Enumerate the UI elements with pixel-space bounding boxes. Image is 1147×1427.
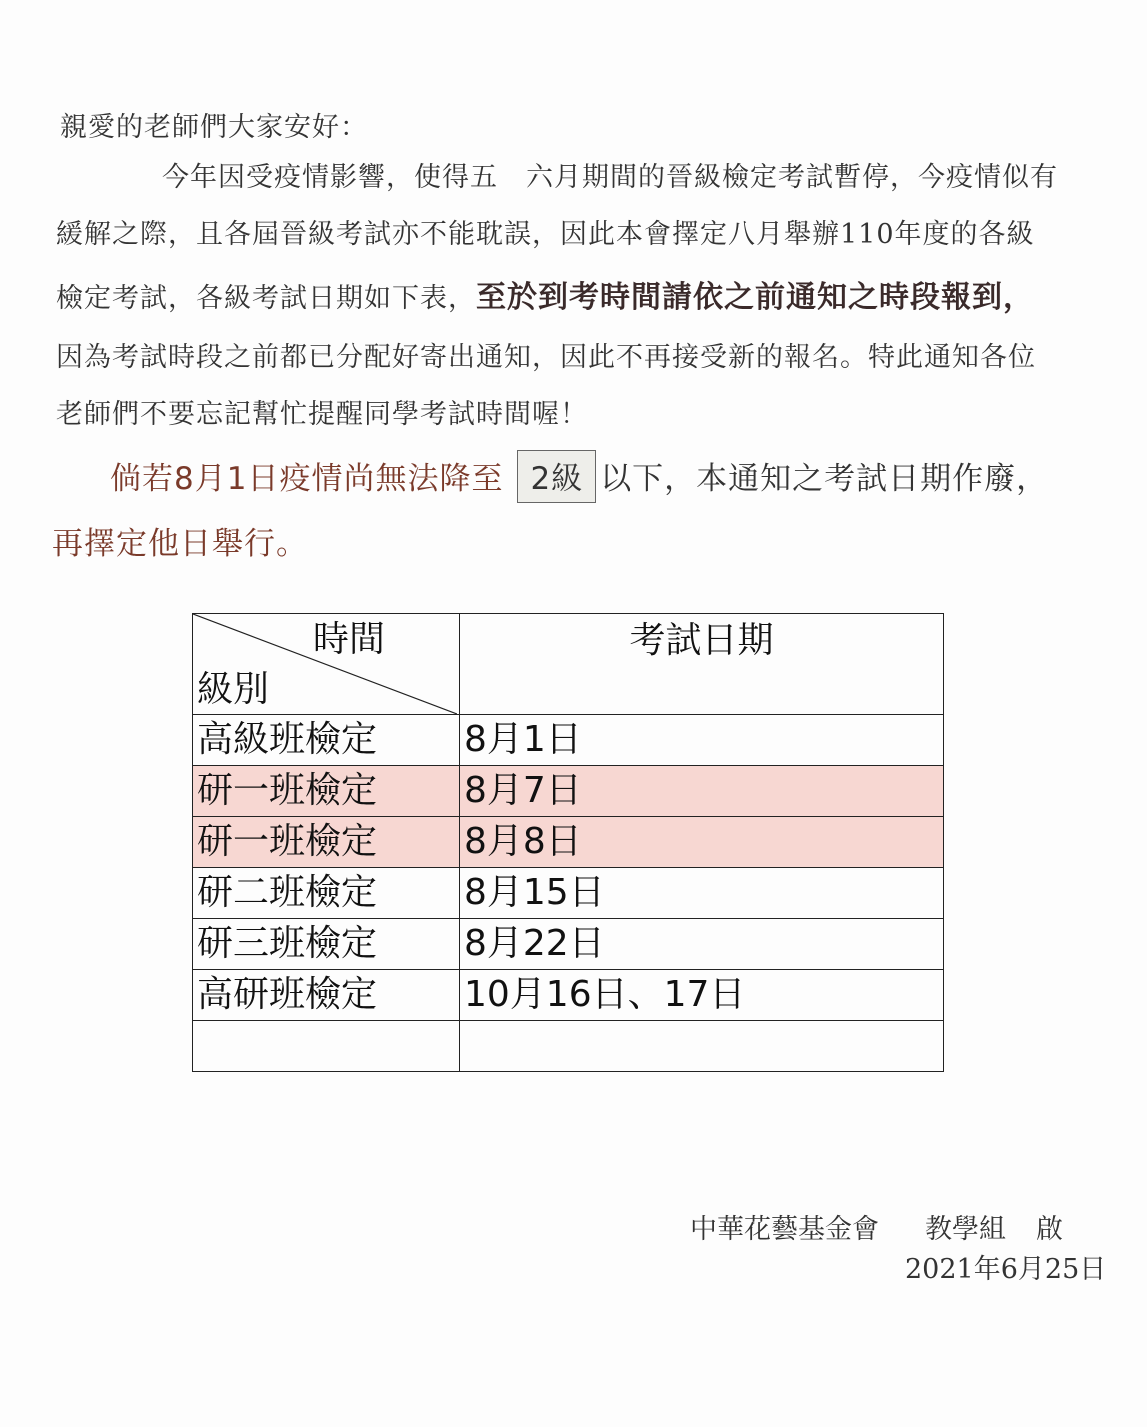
alert-level-box: 2級: [517, 450, 596, 503]
paragraph-line-5: 老師們不要忘記幫忙提醒同學考試時間喔！: [56, 399, 588, 430]
table-row: [193, 919, 944, 970]
signature-word: 啟: [1036, 1214, 1063, 1245]
row-date: 8月1日: [460, 715, 944, 766]
row-level: 高研班檢定: [193, 970, 460, 1021]
exam-schedule-table: [192, 613, 944, 1072]
header-level: 級別: [197, 669, 270, 710]
row-level: 研二班檢定: [193, 868, 460, 919]
paragraph-line-3: [56, 272, 1034, 316]
row-level: [193, 1021, 460, 1072]
row-date: 8月8日: [460, 817, 944, 868]
header-time: 時間: [313, 619, 386, 660]
table-header-row: [193, 614, 944, 715]
letter-date: 2021年6月25日: [905, 1254, 1107, 1285]
arrival-time-notice: 至於到考時間請依之前通知之時段報到，: [476, 280, 1034, 315]
paragraph-line-3-plain: 檢定考試，各級考試日期如下表，: [56, 283, 476, 314]
row-level: 研一班檢定: [193, 817, 460, 868]
row-date: 8月22日: [460, 919, 944, 970]
table-row: [193, 868, 944, 919]
signature-line: [690, 1207, 1063, 1246]
department-name: 教學組: [925, 1214, 1006, 1245]
cancellation-notice-part2: 以下，本通知之考試日期作廢，: [600, 461, 1049, 497]
header-exam-date: 考試日期: [460, 614, 944, 715]
row-date: 10月16日、17日: [460, 970, 944, 1021]
header-diagonal-cell: [193, 614, 460, 715]
table-row: [193, 970, 944, 1021]
table-row: [193, 715, 944, 766]
table-row-empty: [193, 1021, 944, 1072]
cancellation-notice-part1: 倘若8月1日疫情尚無法降至: [110, 461, 504, 497]
paragraph-line-4: 因為考試時段之前都已分配好寄出通知，因此不再接受新的報名。特此通知各位: [56, 342, 1036, 373]
row-date: [460, 1021, 944, 1072]
cancellation-notice: [110, 450, 1048, 503]
table-row: [193, 817, 944, 868]
row-level: 高級班檢定: [193, 715, 460, 766]
row-level: 研一班檢定: [193, 766, 460, 817]
row-level: 研三班檢定: [193, 919, 460, 970]
greeting: 親愛的老師們大家安好：: [60, 112, 368, 143]
paragraph-line-1: 今年因受疫情影響，使得五 六月期間的晉級檢定考試暫停，今疫情似有: [162, 162, 1058, 193]
row-date: 8月7日: [460, 766, 944, 817]
table-row: [193, 766, 944, 817]
row-date: 8月15日: [460, 868, 944, 919]
paragraph-line-2: 緩解之際，且各屆晉級考試亦不能耽誤，因此本會擇定八月舉辦110年度的各級: [56, 219, 1035, 250]
organization-name: 中華花藝基金會: [690, 1214, 879, 1245]
reschedule-notice: 再擇定他日舉行。: [52, 526, 308, 562]
